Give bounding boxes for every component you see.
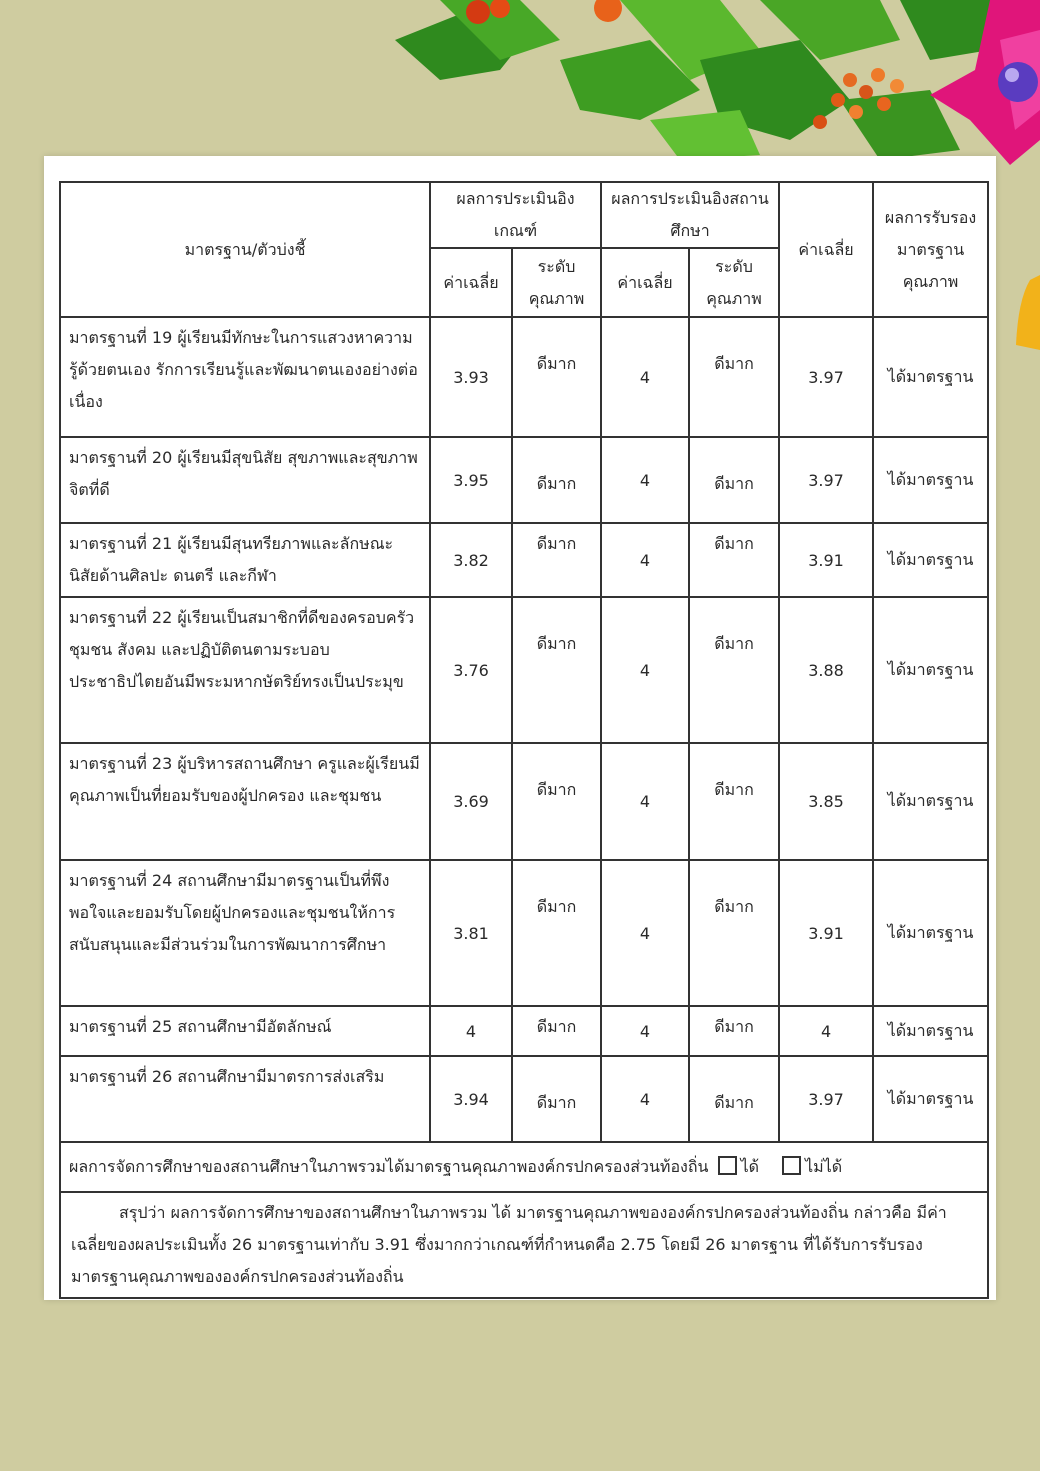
average-cell: 3.91 [779,860,873,1006]
average-cell: 3.97 [779,317,873,437]
table-row [60,437,988,523]
table-row [60,1056,988,1142]
poinsettia-icon [930,0,1040,165]
result-cell: ได้มาตรฐาน [873,523,988,597]
standard-cell: มาตรฐานที่ 22 ผู้เรียนเป็นสมาชิกที่ดีของครอบครัว ชุมชน สังคม และปฏิบัติตนตามระบอบประชาธิปไตยอันมีพระมหากษัตริย์ทรงเป็นประมุข [60,597,430,743]
table-row [60,860,988,1006]
criteria-average-cell: 3.93 [430,317,512,437]
standard-cell: มาตรฐานที่ 26 สถานศึกษามีมาตรการส่งเสริม [60,1056,430,1142]
result-cell: ได้มาตรฐาน [873,317,988,437]
school-level-cell: ดีมาก [689,437,779,523]
criteria-average-cell: 3.94 [430,1056,512,1142]
criteria-level-cell: ดีมาก [512,437,601,523]
document-page [44,156,996,1300]
option-yes-label: ได้ [740,1157,760,1176]
holly-leaves-icon [395,0,1000,160]
option-no-label: ไม่ได้ [805,1157,843,1176]
standard-cell: มาตรฐานที่ 21 ผู้เรียนมีสุนทรียภาพและลักษณะนิสัยด้านศิลปะ ดนตรี และกีฬา [60,523,430,597]
standard-cell: มาตรฐานที่ 24 สถานศึกษามีมาตรฐานเป็นที่พึงพอใจและยอมรับโดยผู้ปกครองและชุมชนให้การสนับสนุนและมีส่วนร่วมในการพัฒนาการศึกษา [60,860,430,1006]
result-cell: ได้มาตรฐาน [873,437,988,523]
result-cell: ได้มาตรฐาน [873,743,988,860]
school-average-cell: 4 [601,1006,689,1056]
header-criteria-group: ผลการประเมินอิงเกณฑ์ [430,182,601,248]
standard-cell: มาตรฐานที่ 19 ผู้เรียนมีทักษะในการแสวงหาความรู้ด้วยตนเอง รักการเรียนรู้และพัฒนาตนเองอย่างต่อเนื่อง [60,317,430,437]
table-row [60,597,988,743]
average-cell: 4 [779,1006,873,1056]
average-cell: 3.97 [779,437,873,523]
header-average: ค่าเฉลี่ย [779,182,873,317]
berries-icon [466,0,904,129]
criteria-level-cell: ดีมาก [512,860,601,1006]
criteria-average-cell: 3.82 [430,523,512,597]
header-criteria-level: ระดับคุณภาพ [512,248,601,317]
criteria-level-cell: ดีมาก [512,1056,601,1142]
bell-icon [1016,275,1040,350]
criteria-average-cell: 4 [430,1006,512,1056]
standard-cell: มาตรฐานที่ 23 ผู้บริหารสถานศึกษา ครูและผู้เรียนมีคุณภาพเป็นที่ยอมรับของผู้ปกครอง และชุมชน [60,743,430,860]
checkbox-no [782,1156,801,1175]
criteria-level-cell: ดีมาก [512,743,601,860]
standard-cell: มาตรฐานที่ 25 สถานศึกษามีอัตลักษณ์ [60,1006,430,1056]
school-level-cell: ดีมาก [689,1006,779,1056]
school-level-cell: ดีมาก [689,523,779,597]
result-cell: ได้มาตรฐาน [873,1006,988,1056]
criteria-average-cell: 3.69 [430,743,512,860]
header-school-average: ค่าเฉลี่ย [601,248,689,317]
school-level-cell: ดีมาก [689,1056,779,1142]
criteria-average-cell: 3.81 [430,860,512,1006]
average-cell: 3.97 [779,1056,873,1142]
school-average-cell: 4 [601,597,689,743]
result-cell: ได้มาตรฐาน [873,860,988,1006]
average-cell: 3.85 [779,743,873,860]
school-average-cell: 4 [601,523,689,597]
table-row [60,523,988,597]
average-cell: 3.91 [779,523,873,597]
school-average-cell: 4 [601,317,689,437]
school-average-cell: 4 [601,1056,689,1142]
table-row [60,743,988,860]
school-level-cell: ดีมาก [689,317,779,437]
table-row [60,317,988,437]
overall-summary [60,1142,988,1192]
table-row [60,1006,988,1056]
header-standard: มาตรฐาน/ตัวบ่งชี้ [60,182,430,317]
school-average-cell: 4 [601,437,689,523]
criteria-average-cell: 3.76 [430,597,512,743]
criteria-level-cell: ดีมาก [512,1006,601,1056]
conclusion-text: สรุปว่า ผลการจัดการศึกษาของสถานศึกษาในภาพรวม ได้ มาตรฐานคุณภาพขององค์กรปกครองส่วนท้องถิ่น กล่าวคือ มีค่าเฉลี่ยของผลประเมินทั้ง 26 มาตรฐานเท่ากับ 3.91 ซึ่งมากกว่าเกณฑ์ที่กำหนดคือ 2.75 โดยมี 26 มาตรฐาน ที่ได้รับการรับรองมาตรฐานคุณภาพขององค์กรปกครองส่วนท้องถิ่น [71,1203,947,1286]
school-level-cell: ดีมาก [689,743,779,860]
quality-assessment-table [59,181,989,1299]
checkbox-yes [718,1156,737,1175]
school-average-cell: 4 [601,860,689,1006]
result-cell: ได้มาตรฐาน [873,597,988,743]
header-school-group: ผลการประเมินอิงสถานศึกษา [601,182,779,248]
header-certification: ผลการรับรองมาตรฐานคุณภาพ [873,182,988,317]
criteria-level-cell: ดีมาก [512,523,601,597]
average-cell: 3.88 [779,597,873,743]
school-level-cell: ดีมาก [689,597,779,743]
result-cell: ได้มาตรฐาน [873,1056,988,1142]
conclusion-paragraph [60,1192,988,1298]
header-criteria-average: ค่าเฉลี่ย [430,248,512,317]
school-average-cell: 4 [601,743,689,860]
summary-text: ผลการจัดการศึกษาของสถานศึกษาในภาพรวมได้มาตรฐานคุณภาพองค์กรปกครองส่วนท้องถิ่น [69,1157,709,1176]
criteria-level-cell: ดีมาก [512,317,601,437]
school-level-cell: ดีมาก [689,860,779,1006]
header-school-level: ระดับคุณภาพ [689,248,779,317]
criteria-level-cell: ดีมาก [512,597,601,743]
criteria-average-cell: 3.95 [430,437,512,523]
standard-cell: มาตรฐานที่ 20 ผู้เรียนมีสุขนิสัย สุขภาพและสุขภาพจิตที่ดี [60,437,430,523]
